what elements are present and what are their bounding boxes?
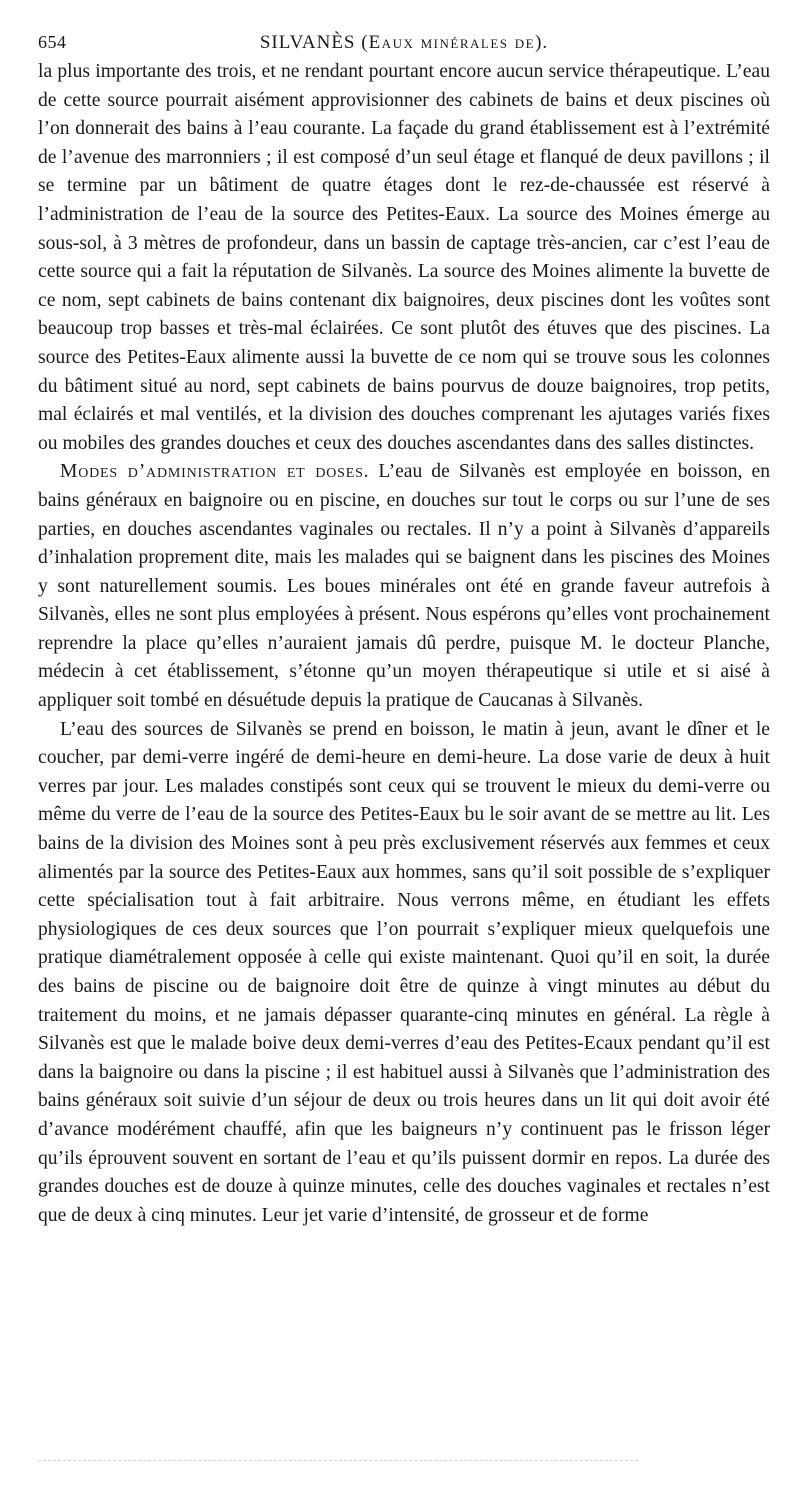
- paragraph-3: L’eau des sources de Silvanès se prend en boisson, le matin à jeun, avant le dîner et le coucher, par demi-verre ingéré de demi-heure en demi-heure. La dose varie de deux à huit verres par jour. Les malades constipés sont ceux qui se trouvent le mieux du demi-verre ou même du verre de l’eau de la source des Petites-Eaux bu le soir avant de se mettre au lit. Les bains de la division des Moines sont à peu près exclusivement réservés aux femmes et ceux alimentés par la source des Petites-Eaux aux hommes, sans qu’il soit possible de s’expliquer cette spécialisation tout à fait arbitraire. Nous verrons même, en étudiant les effets physiologiques de ces deux sources que l’on pourrait s’expliquer mieux quelquefois une pratique diamétralement opposée à celle qui existe maintenant. Quoi qu’il en soit, la durée des bains de piscine ou de baignoire doit être de quinze à vingt minutes au début du traitement du moins, et ne jamais dépasser quarante-cinq minutes en général. La règle à Silvanès est que le malade boive deux demi-verres d’eau des Petites-Ecaux pendant qu’il est dans la baignoire ou dans la piscine ; il est habituel aussi à Silvanès que l’administration des bains généraux soit suivie d’un séjour de deux ou trois heures dans un lit qui doit avoir été d’avance modérément chauffé, afin que les baigneurs n’y continuent pas le frisson léger qu’ils éprouvent souvent en sortant de l’eau et qu’ils puissent dormir en repos. La durée des grandes douches est de douze à quinze minutes, celle des douches vaginales et rectales n’est que de deux à cinq minutes. Leur jet varie d’intensité, de grosseur et de forme: [38, 718, 770, 1226]
- section-heading: Modes d’administration et doses.: [60, 461, 370, 483]
- document-page: [38, 28, 770, 1230]
- paragraph-2: [38, 458, 770, 715]
- page-number: 654: [38, 32, 67, 52]
- running-title-smallcaps: Eaux minérales de: [368, 32, 536, 53]
- paragraph-1: la plus importante des trois, et ne rendant pourtant encore aucun service thérapeutique. L’eau de cette source pourrait aisément approvisionner des cabinets de bains et deux piscines où l’on donnerait des bains à l’eau courante. La façade du grand établissement est à l’extrémité de l’avenue des marronniers ; il est composé d’un seul étage et flanqué de deux pavillons ; il se termine par un bâtiment de quatre étages dont le rez-de-chaussée est réservé à l’administration de l’eau de la source des Petites-Eaux. La source des Moines émerge au sous-sol, à 3 mètres de profondeur, dans un bassin de captage très-ancien, car c’est l’eau de cette source qui a fait la réputation de Silvanès. La source des Moines alimente la buvette de ce nom, sept cabinets de bains contenant dix baignoires, deux piscines dont les voûtes sont beaucoup trop basses et très-mal éclairées. Ce sont plutôt des étuves que des piscines. La source des Petites-Eaux alimente aussi la buvette de ce nom qui se trouve sous les colonnes du bâtiment situé au nord, sept cabinets de bains pourvus de douze baignoires, trop petits, mal éclairés et mal ventilés, et la division des douches comprenant les ajutages variés fixes ou mobiles des grandes douches et ceux des douches ascendantes dans des salles distinctes.: [38, 61, 770, 454]
- paragraph-2-text: L’eau de Silvanès est employée en boisson, en bains généraux en baignoire ou en piscine, en douches sur tout le corps ou sur l’une de ses parties, en douches ascendantes vaginales ou rectales. Il n’y a point à Silvanès d’appareils d’inhalation proprement dite, mais les malades qui se baignent dans les piscines des Moines y sont naturellement soumis. Les boues minérales ont été en grande faveur autrefois à Silvanès, elles ne sont plus employées à présent. Nous espérons qu’elles vont prochainement reprendre la place qu’elles n’auraient jamais dû perdre, puisque M. le docteur Planche, médecin à cet établissement, s’étonne qu’un moyen thérapeutique si utile et si aisé à appliquer soit tombé en désuétude depuis la pratique de Caucanas à Silvanès.: [38, 461, 770, 712]
- running-title-end: ).: [535, 32, 549, 53]
- running-header: [38, 28, 770, 58]
- bottom-rule: [38, 1460, 638, 1461]
- running-title-main: SILVANÈS (: [259, 32, 369, 53]
- body-text: [38, 58, 770, 1230]
- running-title: [38, 32, 770, 54]
